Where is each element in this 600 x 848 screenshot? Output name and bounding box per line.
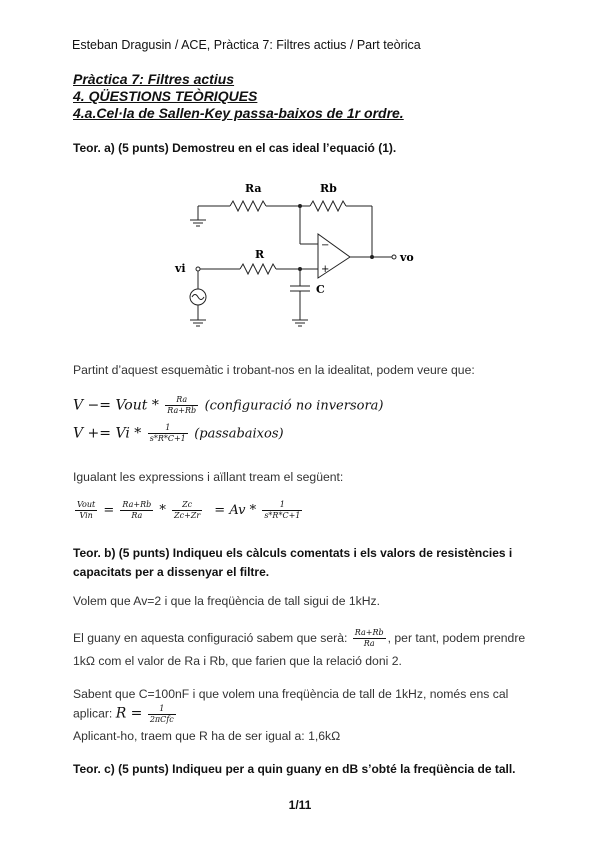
p5-den: 2πCfc xyxy=(149,715,174,724)
eq3-f1-num: Vout xyxy=(77,500,96,509)
title-line-2: 4. QÜESTIONS TEÒRIQUES xyxy=(73,88,258,104)
label-rb: Rb xyxy=(320,182,337,195)
paragraph-1: Partint d’aquest esquemàtic i trobant-nos en la idealitat, podem veure que: xyxy=(73,363,475,377)
eq3-f1-den: Vin xyxy=(79,511,93,520)
question-b: Teor. b) (5 punts) Indiqueu els càlculs comentats i els valors de resistències i capacitats per a dissenyar el filtre. xyxy=(73,546,513,579)
p4-post: , per tant, podem prendre xyxy=(387,631,526,645)
p5-lhs: R = xyxy=(115,705,143,722)
eq3-mid: = Av * xyxy=(214,503,257,518)
paragraph-3: Volem que Av=2 i que la freqüència de tall sigui de 1kHz. xyxy=(73,594,381,608)
title-line-1: Pràctica 7: Filtres actius xyxy=(73,71,235,87)
opamp-plus: + xyxy=(321,264,330,275)
eq3-f2-den: Ra xyxy=(131,511,143,520)
resistor-rb xyxy=(310,201,346,211)
eq3-f3-num: Zc xyxy=(172,500,202,511)
equation-transfer xyxy=(73,500,304,521)
eq3-f4-den: s*R*C+1 xyxy=(264,511,301,520)
resistor-ra xyxy=(230,201,266,211)
document-title xyxy=(73,71,404,122)
eq3-times: * xyxy=(159,503,166,518)
label-vi: vi xyxy=(175,262,186,275)
eq2-note: (passabaixos) xyxy=(194,426,284,442)
label-r: R xyxy=(255,248,265,261)
eq3-f3-den: Zc+Zr xyxy=(174,511,201,520)
p4-pre: El guany en aquesta configuració sabem que serà: xyxy=(73,631,348,645)
label-vo: vo xyxy=(400,251,414,264)
paragraph-2: Igualant les expressions i aïllant tream el següent: xyxy=(73,470,344,484)
equation-v-plus xyxy=(73,423,284,444)
p5-line1: Sabent que C=100nF i que volem una freqüència de tall de 1kHz, només ens cal xyxy=(73,687,509,701)
eq2-den: s*R*C+1 xyxy=(149,434,186,443)
label-ra: Ra xyxy=(245,182,262,195)
paragraph-4 xyxy=(73,627,533,673)
p5-pre: aplicar: xyxy=(73,706,113,721)
eq1-num: Ra xyxy=(165,395,198,406)
eq1-den: Ra+Rb xyxy=(167,406,197,415)
eq2-num: 1 xyxy=(148,423,188,434)
question-a: Teor. a) (5 punts) Demostreu en el cas ideal l’equació (1). xyxy=(73,141,397,155)
p4-den: Ra xyxy=(363,639,375,649)
page-number: 1/11 xyxy=(288,798,312,812)
p4-num: Ra+Rb xyxy=(354,628,384,638)
label-c: C xyxy=(316,283,325,296)
sallen-key-schematic xyxy=(170,172,430,332)
eq2-lhs: V += Vi * xyxy=(73,425,142,442)
eq3-f4-num: 1 xyxy=(262,500,302,511)
p5-num: 1 xyxy=(148,704,176,715)
question-c: Teor. c) (5 punts) Indiqueu per a quin guany en dB s’obté la freqüència de tall. xyxy=(73,762,516,776)
p4-line2: 1kΩ com el valor de Ra i Rb, que farien que la relació doni 2. xyxy=(73,654,402,668)
paragraph-6: Aplicant-ho, traem que R ha de ser igual a: 1,6kΩ xyxy=(73,729,341,743)
equation-v-minus xyxy=(73,395,384,416)
paragraph-5 xyxy=(73,685,533,725)
resistor-r xyxy=(240,264,276,274)
eq3-f2-num: Ra+Rb xyxy=(122,500,152,509)
eq1-note: (configuració no inversora) xyxy=(204,398,384,414)
eq1-lhs: V −= Vout * xyxy=(73,397,159,414)
opamp-minus: − xyxy=(321,240,330,251)
page-header: Esteban Dragusin / ACE, Pràctica 7: Filtres actius / Part teòrica xyxy=(72,38,421,52)
title-line-3: 4.a.Cel·la de Sallen-Key passa-baixos de 1r ordre. xyxy=(73,105,404,121)
eq3-equals: = xyxy=(103,503,115,518)
